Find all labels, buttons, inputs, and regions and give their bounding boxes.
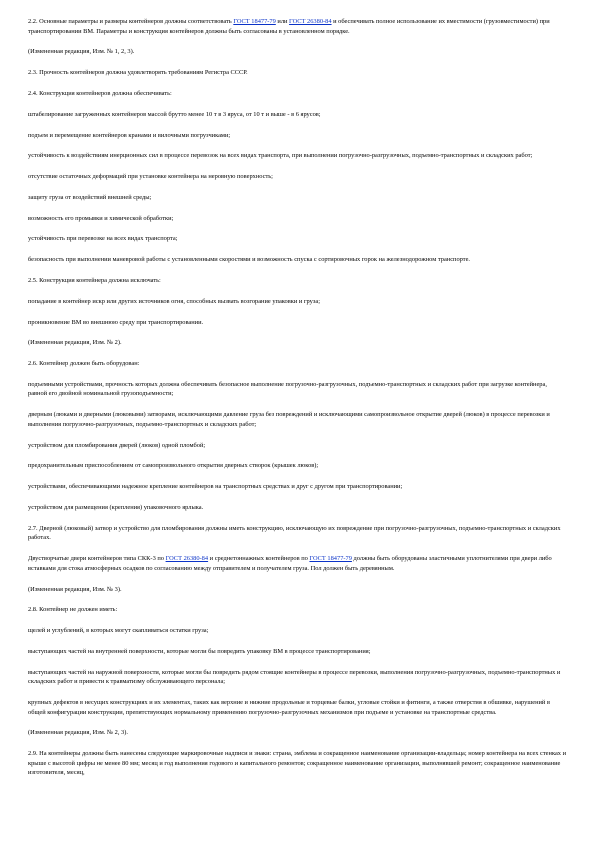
paragraph-p33	[28, 749, 567, 778]
paragraph-p18	[28, 380, 567, 399]
paragraph-p31	[28, 698, 567, 717]
paragraph-text: 2.2. Основные параметры и размеры контейнеров должны соответствовать	[28, 18, 234, 25]
paragraph-p20	[28, 441, 567, 451]
paragraph-text: 2.5. Конструкция контейнера должна исключать:	[28, 276, 161, 284]
paragraph-p15	[28, 318, 567, 328]
paragraph-text: 2.9. На контейнеры должны быть нанесены следующие маркировочные надписи и знаки: страна, эмблема и сокращенное наименование организации-владельца; номер контейнера на всех стенках и крыше с высотой цифры не менее 80 мм; месяц и год выполнения годового и капитального ремонтов; сокращенное наименование организации, выполнявшей ремонт; сокращенное наименование изготовителя, месяц,	[28, 750, 566, 777]
paragraph-p11	[28, 234, 567, 244]
paragraph-text: выступающих частей на наружной поверхности, которые могли бы повредить рядом стоящие контейнеры в процессе перевозки, выполнения погрузочно-разгрузочных, подъемно-транспортных и складских работ и привести к травматизму обслуживающего персонала;	[28, 668, 561, 686]
paragraph-text: 2.4. Конструкция контейнеров должна обеспечивать:	[28, 89, 172, 97]
paragraph-text: 2.7. Дверной (люковый) затвор и устройство для пломбирования должны иметь конструкцию, исключающую их повреждение при погрузочно-разгрузочных, подъемно-транспортных и складских работах.	[28, 524, 561, 542]
paragraph-p23	[28, 503, 567, 513]
paragraph-text: должны быть оборудованы эластичными уплотнителями при двери либо вставками для стока атмосферных осадков по согласованию между отправителем и получателем груза. Пол должен быть деревянным.	[28, 555, 552, 572]
paragraph-p6	[28, 131, 567, 141]
paragraph-text: 2.3. Прочность контейнеров должна удовлетворять требованиям Регистра СССР.	[28, 69, 248, 77]
paragraph-p25	[28, 554, 567, 573]
paragraph-text: штабелирование загруженных контейнеров массой брутто менее 10 т в 3 яруса, от 10 т и выше - в 6 ярусов;	[28, 110, 321, 118]
paragraph-p17	[28, 359, 567, 369]
paragraph-text: 2.8. Контейнер не должен иметь:	[28, 606, 118, 614]
paragraph-text: подъемными устройствами, прочность которых должна обеспечивать безопасное выполнение погрузочно-разгрузочных, подъемно-транспортных и складских работ при загрузке контейнера, равной его двойной номинальной грузоподъемности;	[28, 380, 547, 398]
paragraph-text: возможность его промывки и химической обработки;	[28, 214, 174, 222]
paragraph-text: устойчивость при перевозке на всех видах транспорта;	[28, 235, 178, 243]
paragraph-p32	[28, 728, 567, 738]
paragraph-text: 2.6. Контейнер должен быть оборудован:	[28, 360, 140, 368]
paragraph-p1	[28, 17, 567, 36]
paragraph-p19	[28, 410, 567, 429]
paragraph-text: щелей и углублений, в которых могут скапливаться остатки груза;	[28, 627, 209, 635]
paragraph-text: (Измененная редакция, Изм. № 2, 3).	[28, 729, 128, 737]
paragraph-text: устройствами, обеспечивающими надежное крепление контейнеров на транспортных средствах и друг с другом при транспортировании;	[28, 483, 403, 491]
paragraph-p9	[28, 193, 567, 203]
paragraph-p14	[28, 297, 567, 307]
paragraph-text: или	[275, 18, 290, 25]
paragraph-p26	[28, 585, 567, 595]
paragraph-p22	[28, 482, 567, 492]
paragraph-p3	[28, 68, 567, 78]
paragraph-p29	[28, 647, 567, 657]
paragraph-text: подъем и перемещение контейнеров кранами и вилочными погрузчиками;	[28, 131, 231, 139]
paragraph-text: защиту груза от воздействий внешней среды;	[28, 193, 152, 201]
paragraph-text: проникновение ВМ во внешнюю среду при транспортировании.	[28, 318, 204, 326]
paragraph-p12	[28, 255, 567, 265]
paragraph-text: Двустворчатые двери контейнеров типа СКК-3 по	[28, 555, 166, 563]
paragraph-text: безопасность при выполнении маневровой работы с установленными скоростями и возможность спуска с сортировочных горок на железнодорожном транспорте.	[28, 256, 471, 264]
paragraph-p24	[28, 524, 567, 543]
paragraph-text: (Измененная редакция, Изм. № 1, 2, 3).	[28, 48, 135, 56]
paragraph-p30	[28, 668, 567, 687]
gost-reference-link[interactable]: ГОСТ 18477-79	[233, 18, 276, 25]
paragraph-p13	[28, 276, 567, 286]
paragraph-text: попадание в контейнер искр или других источников огня, способных вызвать возгорание упаковки и груза;	[28, 297, 320, 305]
paragraph-p4	[28, 89, 567, 99]
paragraph-text: предохранительным приспособлением от самопроизвольного открытия дверных створок (крышек люков);	[28, 462, 319, 470]
paragraph-p10	[28, 214, 567, 224]
gost-reference-link[interactable]: ГОСТ 18477-79	[309, 555, 352, 563]
paragraph-p27	[28, 605, 567, 615]
paragraph-text: и обеспечивать полное использование их вместимости (грузовместимости) при транспортировании ВМ. Параметры и конструкция контейнеров должны быть согласованы в установленном порядке.	[28, 18, 550, 35]
paragraph-text: устойчивость к воздействиям инерционных сил в процессе перевозок на всех видах транспорта, при выполнении погрузочно-разгрузочных, подъемно-транспортных и складских работ;	[28, 152, 533, 160]
paragraph-p28	[28, 626, 567, 636]
paragraph-text: дверным (люками и дверными (люковыми) затворами, исключающими давление груза без повреждений и исключающими самопроизвольное открытие дверей (люков) в процессе перевозки и выполнения погрузочно-разгрузочных, подъемно-транспортных и складских работ;	[28, 411, 550, 428]
gost-reference-link[interactable]: ГОСТ 26380-84	[289, 18, 332, 25]
paragraph-text: и среднетоннажных контейнеров по	[208, 555, 310, 563]
paragraph-p21	[28, 461, 567, 471]
paragraph-text: крупных дефектов в несущих конструкциях и их элементах, таких как верхние и нижние продольные и торцевые балки, угловые стойки и фитинги, а также отверстия в обшивке, нарушений в общей конфигурации конструкции, препятствующих нормальному применению погрузочно-разгрузочных механизмов при подъеме и установке на транспортные средства.	[28, 699, 550, 716]
paragraph-p8	[28, 172, 567, 182]
paragraph-p7	[28, 151, 567, 161]
paragraph-text: отсутствие остаточных деформаций при установке контейнера на неровную поверхность;	[28, 173, 273, 181]
paragraph-p2	[28, 47, 567, 57]
paragraph-text: устройством для пломбирования дверей (люков) одной пломбой;	[28, 441, 206, 449]
paragraph-text: (Измененная редакция, Изм. № 2).	[28, 339, 122, 347]
paragraph-text: (Измененная редакция, Изм. № 3).	[28, 585, 122, 593]
paragraph-text: устройством для размещения (крепления) упаковочного ярлыка.	[28, 503, 204, 511]
paragraph-p5	[28, 110, 567, 120]
paragraph-p16	[28, 338, 567, 348]
gost-reference-link[interactable]: ГОСТ 26380-84	[165, 555, 209, 563]
paragraph-text: выступающих частей на внутренней поверхности, которые могли бы повредить упаковку ВМ в процессе транспортирования;	[28, 647, 371, 655]
